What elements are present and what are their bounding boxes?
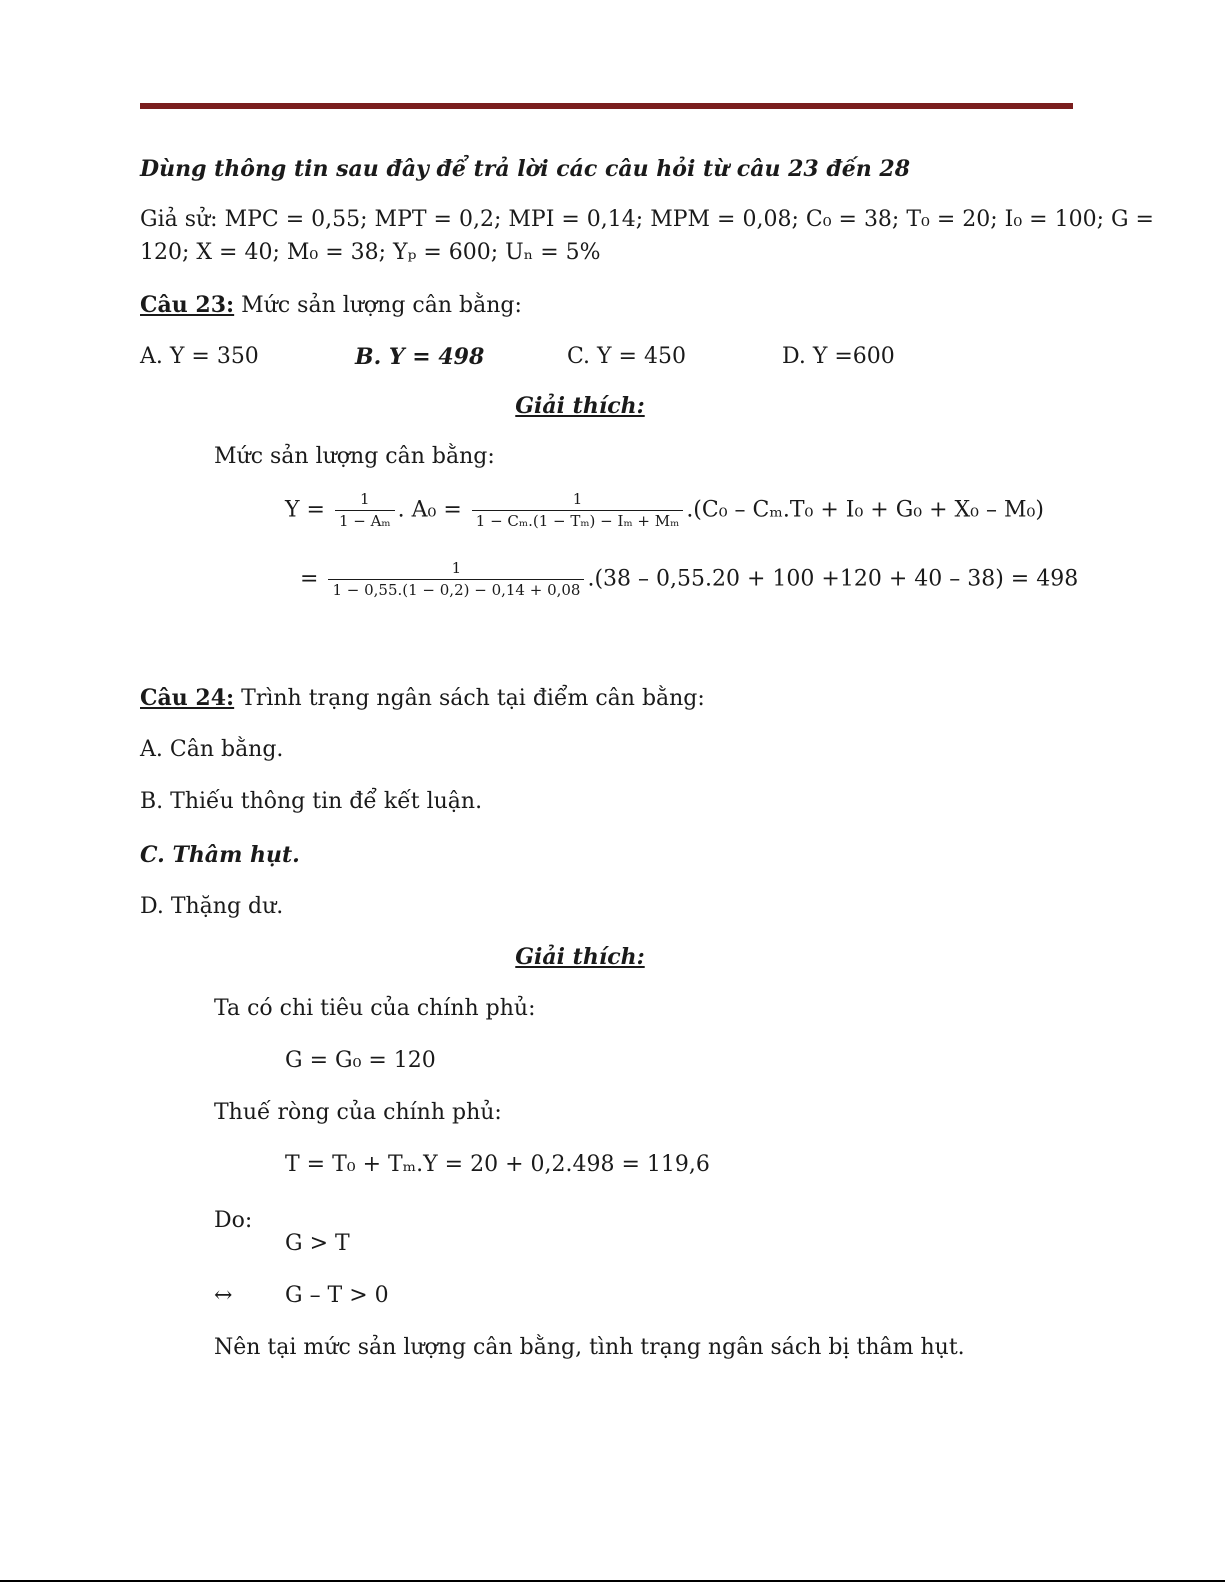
given-line-1: Giả sử: MPC = 0,55; MPT = 0,2; MPI = 0,14; MPM = 0,08; C₀ = 38; T₀ = 20; I₀ = 100; G = <box>140 207 1154 232</box>
fraction-numerator: 1 <box>360 490 370 508</box>
question-24 <box>140 685 705 712</box>
explain-intro: Mức sản lượng cân bằng: <box>214 444 495 469</box>
inequality-diff: G – T > 0 <box>285 1283 389 1308</box>
question-text: Trình trạng ngân sách tại điểm cân bằng: <box>234 686 705 711</box>
option-d: D. Thặng dư. <box>140 894 284 919</box>
conclusion: Nên tại mức sản lượng cân bằng, tình trạng ngân sách bị thâm hụt. <box>214 1335 965 1360</box>
formula-rhs: .(38 – 0,55.20 + 100 +120 + 40 – 38) = 498 <box>587 566 1079 592</box>
do-label: Do: <box>214 1208 253 1233</box>
equation-t: T = T₀ + Tₘ.Y = 20 + 0,2.498 = 119,6 <box>285 1152 710 1177</box>
fraction-3 <box>328 561 584 598</box>
option-b: B. Thiếu thông tin để kết luận. <box>140 789 483 814</box>
net-tax-line: Thuế ròng của chính phủ: <box>214 1100 502 1125</box>
equation-g: G = G₀ = 120 <box>285 1048 436 1073</box>
formula-mid: . A₀ = <box>397 497 462 523</box>
formula-rhs: .(C₀ – Cₘ.T₀ + I₀ + G₀ + X₀ – M₀) <box>686 497 1044 523</box>
option-c: C. Y = 450 <box>567 344 686 369</box>
page-bottom-edge <box>0 1580 1225 1582</box>
formula-lhs: Y = <box>285 497 325 523</box>
option-d: D. Y =600 <box>782 344 895 369</box>
gov-spending-line: Ta có chi tiêu của chính phủ: <box>214 996 536 1021</box>
header-rule <box>140 103 1073 109</box>
fraction-denominator: 1 − Aₘ <box>335 510 395 529</box>
given-line-2: 120; X = 40; M₀ = 38; Yₚ = 600; Uₙ = 5% <box>140 240 601 265</box>
question-text: Mức sản lượng cân bằng: <box>234 293 522 318</box>
option-b-correct: B. Y = 498 <box>355 344 485 370</box>
fraction-denominator: 1 − 0,55.(1 − 0,2) − 0,14 + 0,08 <box>328 579 584 598</box>
question-23 <box>140 292 522 319</box>
fraction-denominator: 1 − Cₘ.(1 − Tₘ) − Iₘ + Mₘ <box>472 510 684 529</box>
fraction-2 <box>472 492 684 529</box>
question-label: Câu 24: <box>140 685 235 711</box>
fraction-1 <box>335 492 395 529</box>
option-a: A. Cân bằng. <box>140 737 284 762</box>
option-c-correct: C. Thâm hụt. <box>140 842 300 868</box>
inequality-g-t: G > T <box>285 1231 350 1256</box>
formula-line-1 <box>285 492 1044 529</box>
explain-title: Giải thích: <box>515 393 645 419</box>
question-label: Câu 23: <box>140 292 235 318</box>
fraction-numerator: 1 <box>451 559 462 577</box>
fraction-numerator: 1 <box>572 490 583 508</box>
intro-heading: Dùng thông tin sau đây để trả lời các câu hỏi từ câu 23 đến 28 <box>140 156 911 182</box>
equivalence-symbol: ↔ <box>214 1283 233 1308</box>
explain-title: Giải thích: <box>515 944 645 970</box>
formula-line-2 <box>300 561 1078 598</box>
option-a: A. Y = 350 <box>140 344 259 369</box>
formula-lhs: = <box>300 566 319 592</box>
